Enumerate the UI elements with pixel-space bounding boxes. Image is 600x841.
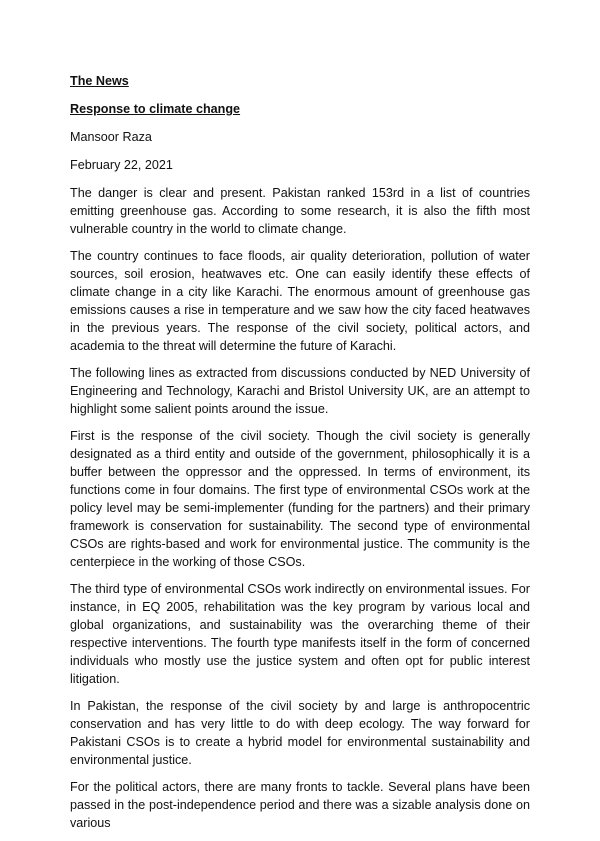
- publication-name: The News: [70, 74, 129, 88]
- author-name: Mansoor Raza: [70, 130, 152, 144]
- document-page: [70, 72, 530, 841]
- article-title: Response to climate change: [70, 102, 241, 116]
- publication-date: February 22, 2021: [70, 158, 173, 172]
- paragraph: The danger is clear and present. Pakistan ranked 153rd in a list of countries emitting greenhouse gas. According to some research, it is also the fifth most vulnerable country in the world to climate change.: [70, 186, 530, 236]
- paragraph: The country continues to face floods, air quality deterioration, pollution of water sources, soil erosion, heatwaves etc. One can easily identify these effects of climate change in a city like Karachi. The enormous amount of greenhouse gas emissions causes a rise in temperature and we saw how the city faced heatwaves in the previous years. The response of the civil society, political actors, and academia to the threat will determine the future of Karachi.: [70, 249, 530, 353]
- paragraph: In Pakistan, the response of the civil society by and large is anthropocentric conservation and has very little to do with deep ecology. The way forward for Pakistani CSOs is to create a hybrid model for environmental sustainability and environmental justice.: [70, 699, 530, 767]
- paragraph: First is the response of the civil society. Though the civil society is generally designated as a third entity and outside of the government, philosophically it is a buffer between the oppressor and the oppressed. In terms of environment, its functions come in four domains. The first type of environmental CSOs work at the policy level may be semi-implementer (funding for the partners) and their primary framework is conservation for sustainability. The second type of environmental CSOs are rights-based and work for environmental justice. The community is the centerpiece in the working of those CSOs.: [70, 429, 530, 569]
- paragraph: For the political actors, there are many fronts to tackle. Several plans have been passed in the post-independence period and there was a sizable analysis done on various: [70, 780, 530, 830]
- paragraph: The following lines as extracted from discussions conducted by NED University of Engineering and Technology, Karachi and Bristol University UK, are an attempt to highlight some salient points around the issue.: [70, 366, 530, 416]
- paragraph: The third type of environmental CSOs work indirectly on environmental issues. For instance, in EQ 2005, rehabilitation was the key program by various local and global organizations, and sustainability was the overarching theme of their respective interventions. The fourth type manifests itself in the form of concerned individuals who mostly use the justice system and often opt for public interest litigation.: [70, 582, 530, 686]
